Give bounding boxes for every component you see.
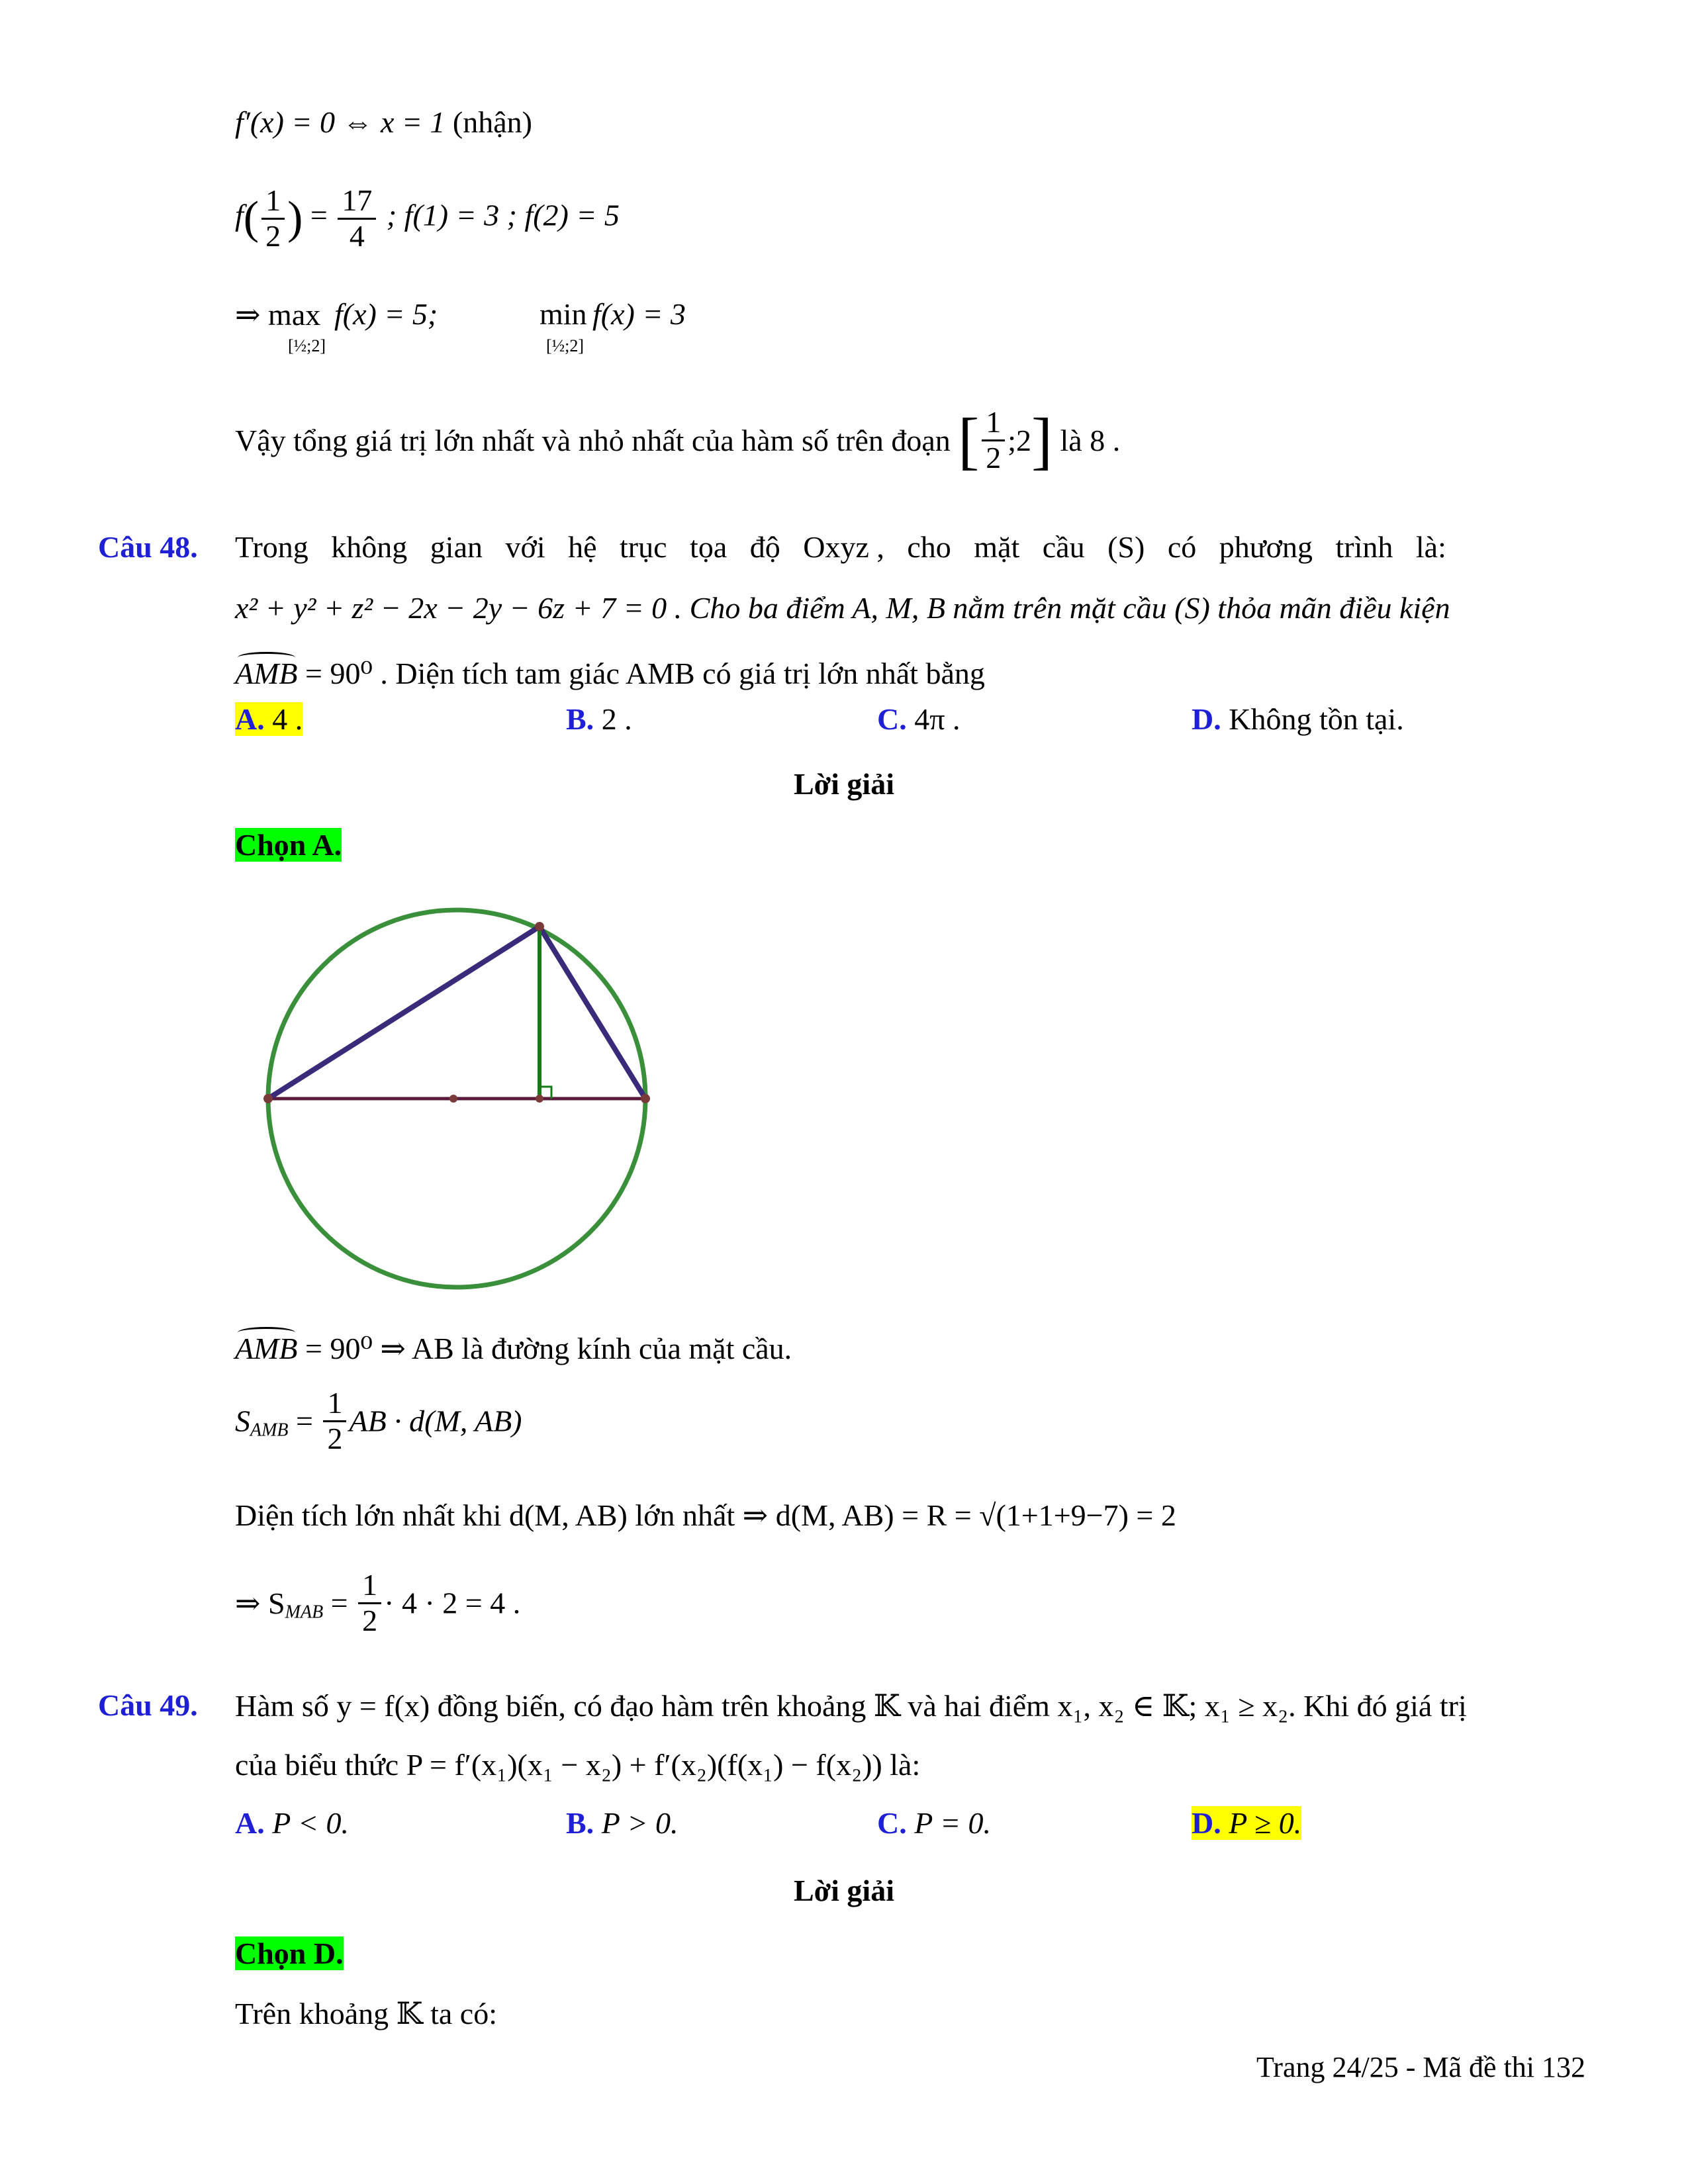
point-m bbox=[535, 922, 544, 931]
point-b bbox=[641, 1094, 650, 1103]
segment-am bbox=[268, 927, 539, 1099]
q48-option-b[interactable]: B. 2 . bbox=[566, 702, 632, 736]
question-49-line-1: Hàm số y = f(x) đồng biến, có đạo hàm trên khoảng 𝕂 và hai điểm x₁, x₂ ∈ 𝕂; x₁ ≥ x₂. Khi đó giá trị bbox=[235, 1689, 1467, 1723]
circle-diagram bbox=[238, 900, 675, 1310]
derivative-line: f′(x) = 0 ⇔ x = 1 (nhận) bbox=[235, 105, 532, 139]
point-a bbox=[263, 1094, 273, 1103]
question-48-line-1: Trong không gian với hệ trục tọa độ Oxyz , cho mặt cầu (S) có phương trình là: bbox=[235, 530, 1446, 564]
q49-solution-title: Lời giải bbox=[794, 1874, 894, 1907]
q49-option-d[interactable]: D. P ≥ 0. bbox=[1192, 1806, 1302, 1840]
function-values-line: f( $\frac{1}{2}$ ) = $\frac{17}{4}$ ; f(1) = 3 ; f(2) = 5 bbox=[235, 183, 620, 253]
q49-solution-1: Trên khoảng 𝕂 ta có: bbox=[235, 1997, 498, 2030]
q49-option-b[interactable]: B. P > 0. bbox=[566, 1806, 679, 1840]
q48-solution-3: Diện tích lớn nhất khi d(M, AB) lớn nhất ⇒ d(M, AB) = R = √(1+1+9−7) = 2 bbox=[235, 1498, 1176, 1532]
conclusion-line: Vậy tổng giá trị lớn nhất và nhỏ nhất của hàm số trên đoạn [ $\frac{1}{2}$ ;2] là 8 . bbox=[235, 405, 1121, 476]
q49-option-a[interactable]: A. P < 0. bbox=[235, 1806, 350, 1840]
max-min-line: ⇒ max [½;2] f(x) = 5; min [½;2] f(x) = 3 bbox=[235, 297, 686, 355]
q49-choice: Chọn D. bbox=[235, 1936, 344, 1970]
q48-solution-2: $S_{AMB}$ = $\frac{1}{2}$ AB · d(M, AB) bbox=[235, 1386, 522, 1455]
q48-option-c[interactable]: C. 4π . bbox=[877, 702, 961, 736]
question-49-label: Câu 49. bbox=[98, 1688, 198, 1722]
q48-option-a[interactable]: A. 4 . bbox=[235, 702, 303, 736]
q48-solution-1: AMB = 90⁰ ⇒ AB là đường kính của mặt cầu. bbox=[235, 1332, 792, 1365]
q48-option-d[interactable]: D. Không tồn tại. bbox=[1192, 702, 1404, 736]
question-48-line-2: x² + y² + z² − 2x − 2y − 6z + 7 = 0 . Cho ba điểm A, M, B nằm trên mặt cầu (S) thỏa mãn điều kiện bbox=[235, 591, 1450, 625]
q49-option-c[interactable]: C. P = 0. bbox=[877, 1806, 992, 1840]
question-48-label: Câu 48. bbox=[98, 530, 198, 564]
point-h bbox=[536, 1095, 543, 1103]
segment-mb bbox=[539, 927, 645, 1099]
q48-solution-title: Lời giải bbox=[794, 767, 894, 801]
q48-solution-4: ⇒ $S_{MAB}$ = $\frac{1}{2}$ · 4 · 2 = 4 . bbox=[235, 1568, 521, 1637]
page-footer: Trang 24/25 - Mã đề thi 132 bbox=[1256, 2051, 1585, 2083]
point-center bbox=[449, 1095, 457, 1103]
question-48-line-3: AMB = 90⁰ . Diện tích tam giác AMB có giá trị lớn nhất bằng bbox=[235, 657, 985, 690]
q48-choice: Chọn A. bbox=[235, 828, 342, 862]
question-49-line-2: của biểu thức P = f′(x₁)(x₁ − x₂) + f′(x₂)(f(x₁) − f(x₂)) là: bbox=[235, 1748, 921, 1782]
